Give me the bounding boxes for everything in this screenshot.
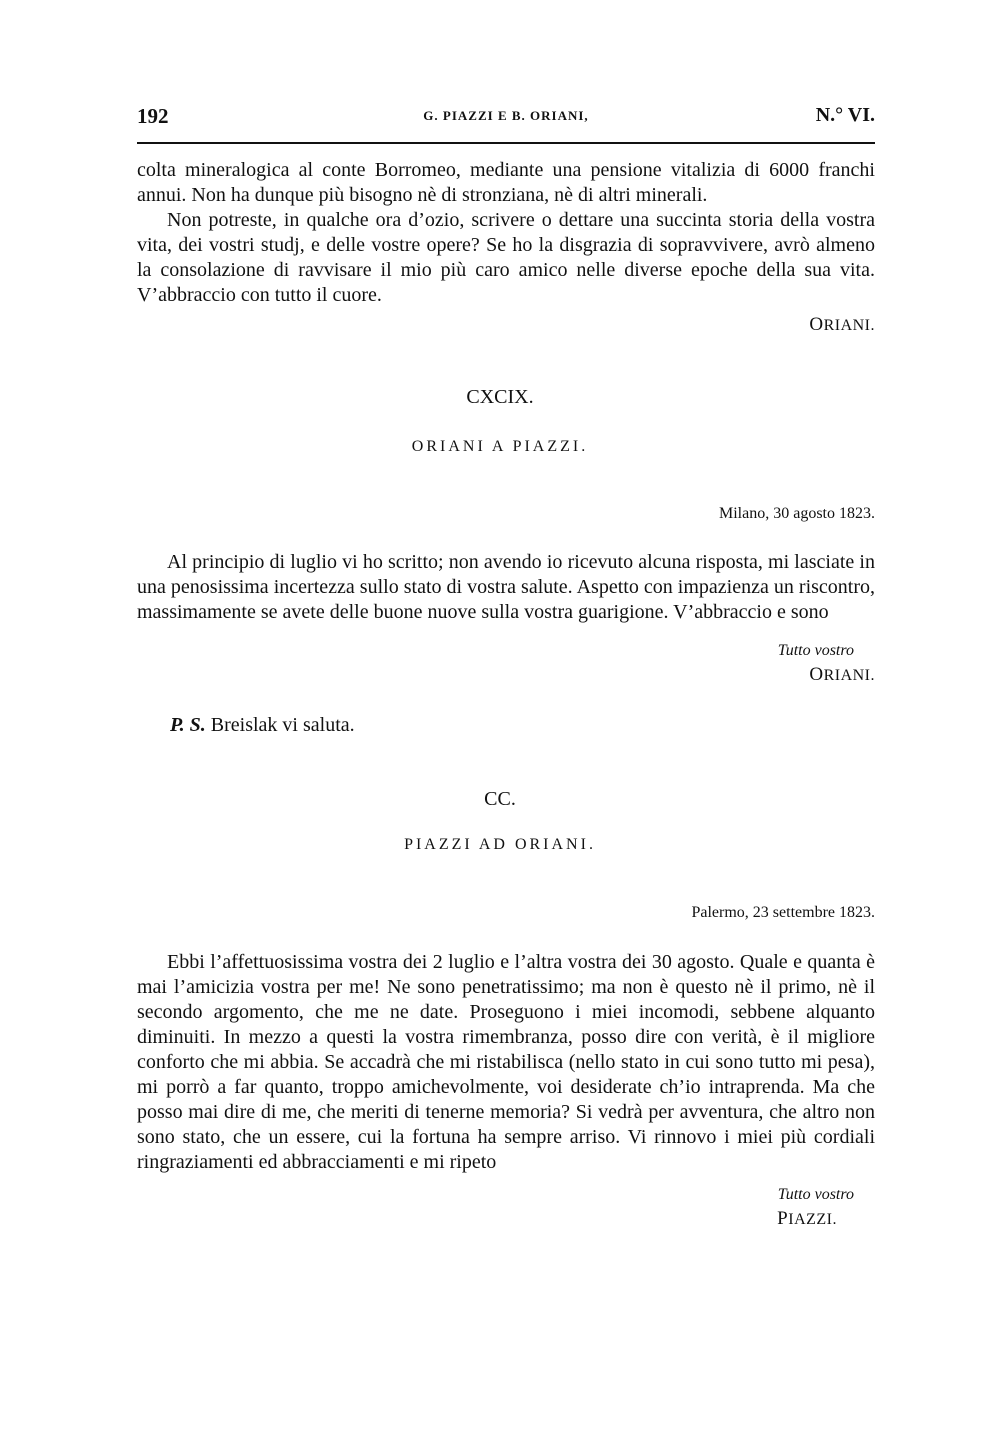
postscript — [170, 714, 355, 737]
letter-date-cxcix: Milano, 30 agosto 1823. — [719, 505, 875, 522]
letter-heading-cxcix: ORIANI A PIAZZI. — [411, 438, 589, 455]
letter-number-cc: CC. — [484, 788, 516, 810]
letter-body-cc: Ebbi l’affettuosissima vostra dei 2 luglio e l’altra vostra dei 30 agosto. Quale e quanta è mai l’amicizia vostra per me! Ne sono penetratissimo; ma non è questo nè il primo, nè il secondo argomento, che me ne date. Proseguono i miei incomodi, sebbene alquanto diminuiti. In mezzo a questi la vostra rimembranza, posso dire con verità, è il migliore conforto che mi abbia. Se accadrà che mi ristabilisca (nello stato in cui sono tutto mi pesa), mi porrò a far quanto, troppo amichevolmente, voi desiderate ch’io intraprenda. Ma che posso mai dire di me, che meriti di tenerne memoria? Si vedrà per avventura, che altro non sono stato, che un essere, cui la fortuna ha sempre arriso. Vi rinnovo i miei più cordiali ringraziamenti ed abbracciamenti e mi ripeto — [137, 951, 875, 1173]
letter-number-cxcix: CXCIX. — [466, 386, 534, 408]
signature-piazzi: PIAZZI. — [777, 1208, 837, 1229]
letter-heading-cc: PIAZZI AD ORIANI. — [404, 836, 596, 853]
running-header — [137, 104, 875, 132]
postscript-label: P. S. — [170, 714, 206, 736]
section-number: N.° VI. — [815, 104, 875, 126]
closing-cxcix: Tutto vostro — [777, 642, 854, 659]
header-rule — [137, 142, 875, 144]
running-title: G. PIAZZI E B. ORIANI, — [423, 108, 589, 123]
signature-oriani-1: ORIANI. — [809, 314, 875, 335]
continuation-paragraph-1: colta mineralogica al conte Borromeo, mediante una pensione vitalizia di 6000 franchi annui. Non ha dunque più bisogno nè di stronziana, nè di altri minerali. — [137, 159, 875, 206]
continuation-paragraph-2: Non potreste, in qualche ora d’ozio, scrivere o dettare una succinta storia della vostra vita, dei vostri studj, e delle vostre opere? Se ho la disgrazia di sopravvivere, avrò almeno la consolazione di ravvisare il mio più caro amico nelle diverse epoche della sua vita. V’abbraccio con tutto il cuore. — [137, 209, 875, 306]
letter-date-cc: Palermo, 23 settembre 1823. — [691, 904, 875, 921]
closing-cc: Tutto vostro — [777, 1186, 854, 1203]
postscript-text: Breislak vi saluta. — [210, 714, 355, 736]
letter-body-cxcix: Al principio di luglio vi ho scritto; non avendo io ricevuto alcuna risposta, mi lasciate in una penosissima incertezza sullo stato di vostra salute. Aspetto con impazienza un riscontro, massimamente se avete delle buone nuove sulla vostra guarigione. V’abbraccio e sono — [137, 551, 875, 623]
page-number: 192 — [137, 104, 169, 128]
signature-oriani-2: ORIANI. — [809, 664, 875, 685]
